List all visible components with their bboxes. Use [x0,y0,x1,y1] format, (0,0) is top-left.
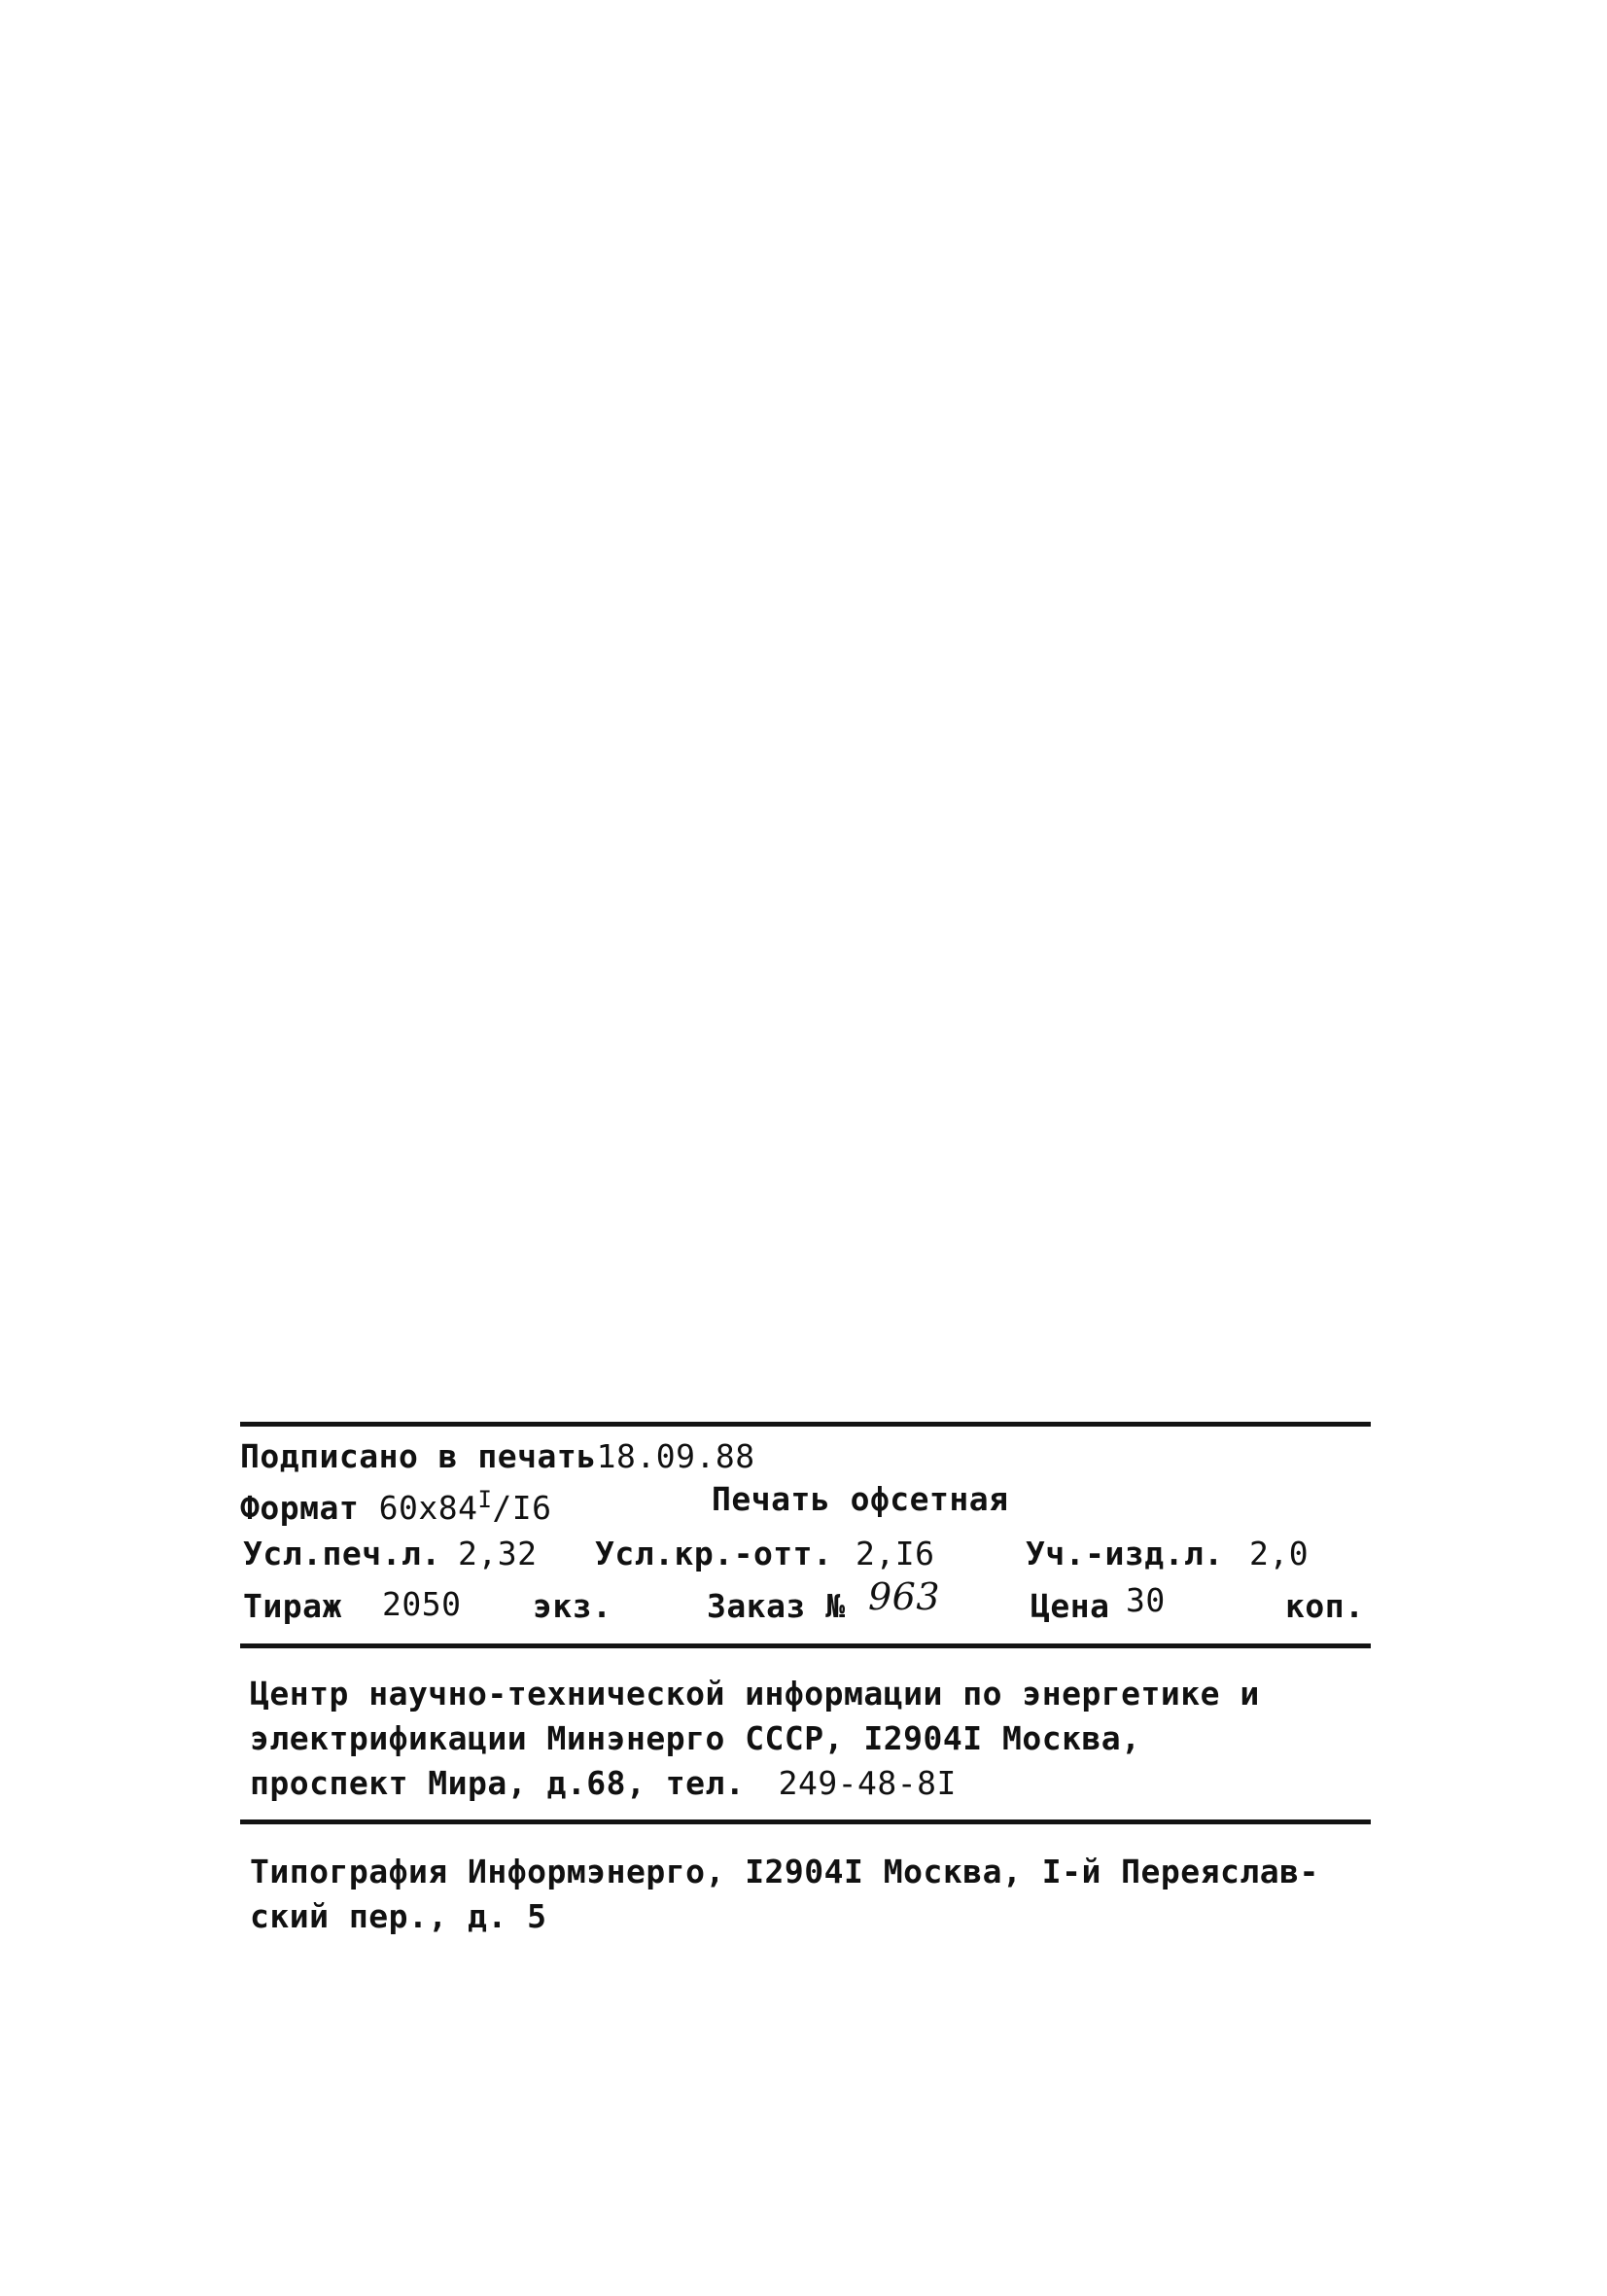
publisher-line-3 [250,1764,957,1803]
top-rule [240,1422,1371,1427]
format-base: 60x84 [378,1489,478,1527]
format-value [378,1486,552,1527]
usl-kr-value: 2,I6 [856,1535,935,1572]
format-sup: I [477,1486,493,1513]
signed-label: Подписано в печать [240,1437,597,1475]
publisher-line-1: Центр научно-технической информации по энергетике и [250,1675,1260,1713]
print-type: Печать офсетная [712,1480,1009,1518]
usl-kr-label: Усл.кр.-отт. [595,1535,833,1572]
format-label: Формат [240,1489,360,1527]
price-value: 30 [1126,1581,1166,1619]
uch-izd-label: Уч.-изд.л. [1026,1535,1224,1572]
printer-line-2: ский пер., д. 5 [250,1897,547,1935]
publisher-address: проспект Мира, д.68, тел. [250,1764,746,1802]
bottom-rule [240,1819,1371,1824]
kop-label: коп. [1285,1587,1365,1625]
printer-line-1: Типография Информэнерго, I2904I Москва, I-й Переяслав- [250,1853,1319,1890]
publisher-phone: 249-48-8I [778,1764,957,1802]
tirazh-value: 2050 [382,1585,462,1623]
uch-izd-value: 2,0 [1249,1535,1310,1572]
zakaz-label: Заказ № [707,1587,846,1625]
publisher-line-2: электрификации Минэнерго СССР, I2904I Москва, [250,1719,1141,1757]
signed-date: 18.09.88 [596,1437,755,1475]
middle-rule [240,1643,1371,1648]
format-line [240,1480,552,1528]
zakaz-value: 963 [868,1575,941,1618]
ekz-label: экз. [533,1587,612,1625]
usl-pech-label: Усл.печ.л. [243,1535,441,1572]
price-label: Цена [1031,1587,1110,1625]
format-tail: /I6 [492,1489,552,1527]
usl-pech-value: 2,32 [458,1535,538,1572]
signed-line [240,1437,755,1476]
tirazh-label: Тираж [243,1587,342,1625]
